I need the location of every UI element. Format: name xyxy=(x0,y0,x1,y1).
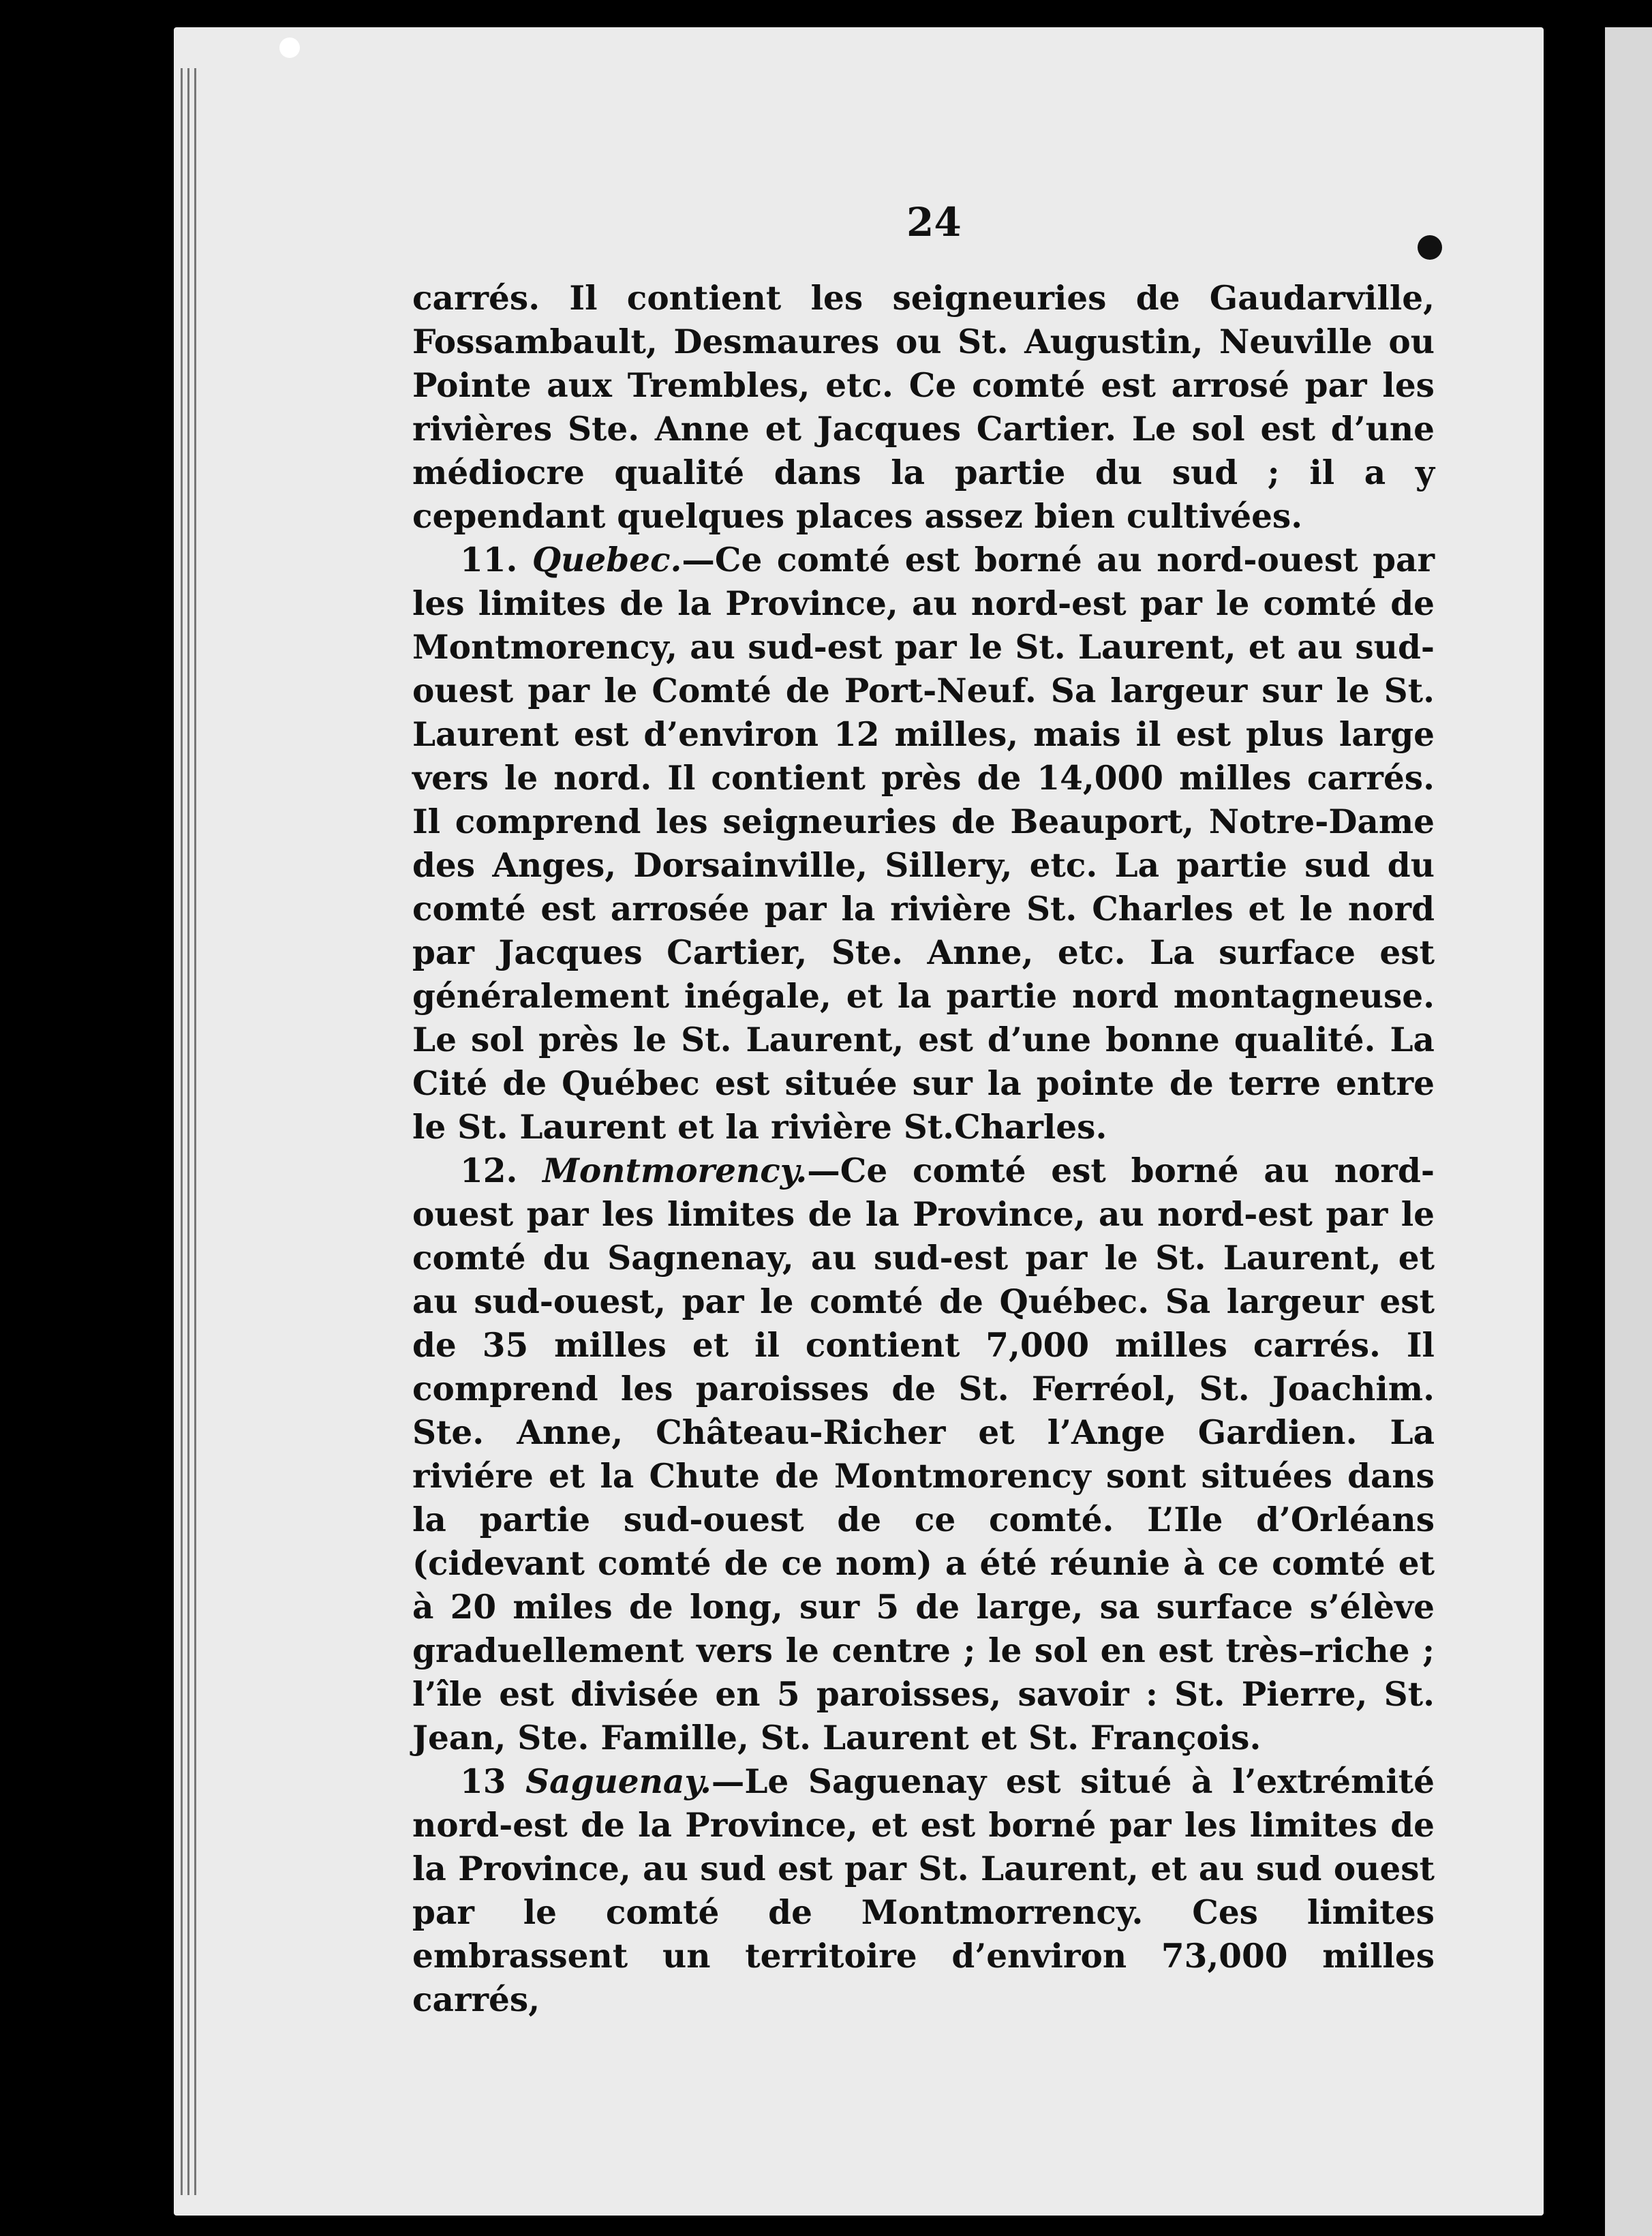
page-edge-line xyxy=(194,68,196,2195)
paragraph-text: —Ce comté est borné au nord-ouest par les limites de la Province, au nord-est par le comté de Montmorency, au sud-est par le St. Laurent, et au sud-ouest par le Comté de Port-Neuf. Sa largeur sur le St. Laurent est d’environ 12 milles, mais il est plus large vers le nord. Il contient près de 14,000 milles carrés. Il comprend les seigneuries de Beauport, Notre-Dame des Anges, Dorsainville, Sillery, etc. La partie sud du comté est arrosée par la rivière St. Charles et le nord par Jacques Cartier, Ste. Anne, etc. La surface est généralement inégale, et la partie nord montagneuse. Le sol près le St. Laurent, est d’une bonne qualité. La Cité de Québec est située sur la pointe de terre entre le St. Laurent et la rivière St.Charles. xyxy=(412,541,1435,1147)
paragraph xyxy=(412,539,1435,1149)
paragraph xyxy=(412,1760,1435,2022)
page-number: 24 xyxy=(906,199,962,245)
paragraph-number: 13 xyxy=(460,1762,506,1801)
paragraph-number: 12. xyxy=(460,1151,518,1190)
paragraph-number: 11. xyxy=(460,541,518,579)
page-edge-line xyxy=(181,68,183,2195)
paragraph-heading: Saguenay. xyxy=(525,1762,712,1801)
paragraph-text: —Ce comté est borné au nord-ouest par les limites de la Province, au nord-est par le comté du Sagnenay, au sud-est par le St. Laurent, et au sud-ouest, par le comté de Québec. Sa largeur est de 35 milles et il contient 7,000 milles carrés. Il comprend les paroisses de St. Ferréol, St. Joachim. Ste. Anne, Château-Richer et l’Ange Gardien. La riviére et la Chute de Montmorency sont situées dans la partie sud-ouest de ce comté. L’Ile d’Orléans (cidevant comté de ce nom) a été réunie à ce comté et à 20 miles de long, sur 5 de large, sa surface s’élève graduellement vers le centre ; le sol en est très–riche ; l’île est divisée en 5 paroisses, savoir : St. Pierre, St. Jean, Ste. Famille, St. Laurent et St. François. xyxy=(412,1151,1435,1757)
binding-gap xyxy=(1544,0,1605,2236)
paragraph xyxy=(412,277,1435,539)
body-text xyxy=(412,277,1435,2022)
paragraph-text: carrés. Il contient les seigneuries de Gaudarville, Fossambault, Desmaures ou St. Augustin, Neuville ou Pointe aux Trembles, etc. Ce comté est arrosé par les rivières Ste. Anne et Jacques Cartier. Le sol est d’une médiocre qualité dans la partie du sud ; il a y cependant quelques places assez bien cultivées. xyxy=(412,279,1435,536)
paragraph-heading: Montmorency. xyxy=(542,1151,808,1190)
paragraph xyxy=(412,1149,1435,1760)
scan-artifact xyxy=(279,37,300,58)
ink-blot xyxy=(1418,235,1442,260)
adjacent-page-edge xyxy=(1605,27,1652,2236)
page-edge-line xyxy=(187,68,189,2195)
paragraph-heading: Quebec. xyxy=(532,541,682,579)
paragraph-text: —Le Saguenay est situé à l’extrémité nord-est de la Province, et est borné par les limites de la Province, au sud est par St. Laurent, et au sud ouest par le comté de Montmorrency. Ces limites embrassent un territoire d’environ 73,000 milles carrés, xyxy=(412,1762,1435,2019)
